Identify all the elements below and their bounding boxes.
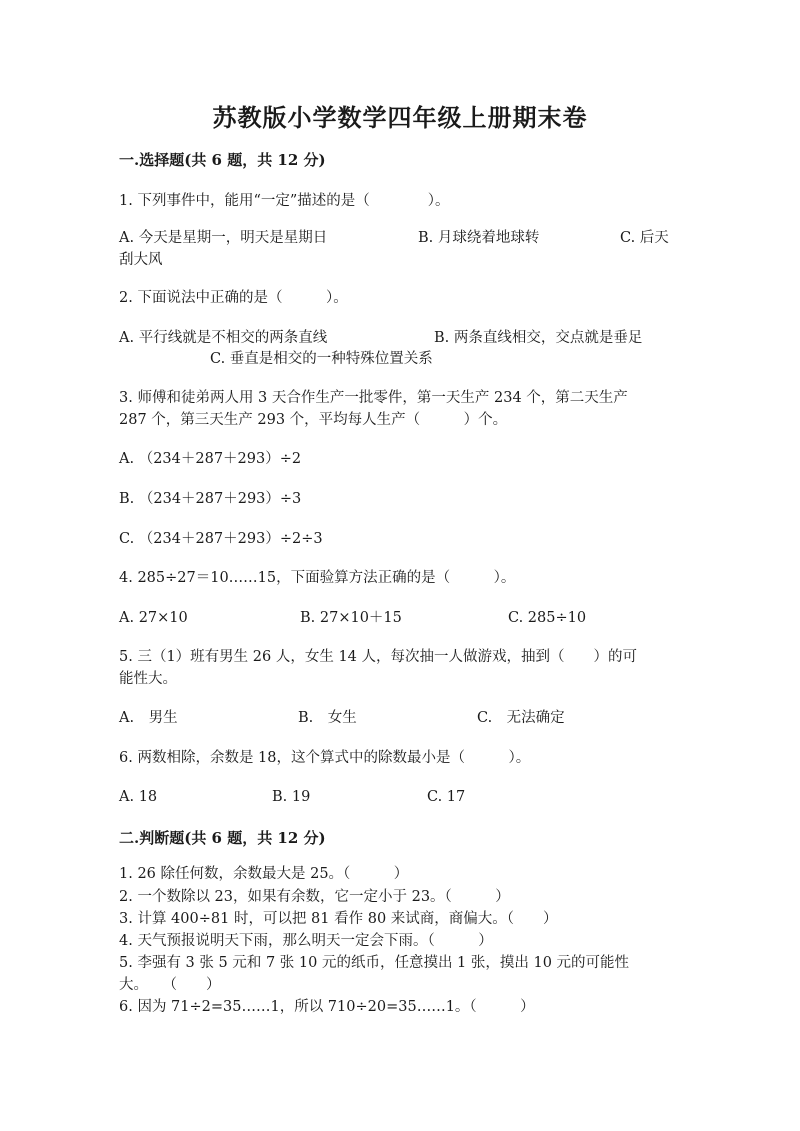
question-3-option-c: C. （234＋287＋293）÷2÷3	[119, 531, 323, 547]
question-2-option-c: C. 垂直是相交的一种特殊位置关系	[210, 351, 433, 367]
question-1-option-b: B. 月球绕着地球转	[418, 230, 540, 246]
question-4-option-b: B. 27×10＋15	[300, 610, 402, 626]
question-3-stem-line-2: 287 个，第三天生产 293 个，平均每人生产（ ）个。	[119, 412, 508, 428]
question-1-option-a: A. 今天是星期一，明天是星期日	[119, 230, 328, 246]
question-3-option-a: A. （234＋287＋293）÷2	[119, 451, 302, 467]
question-5-option-b: B. 女生	[298, 710, 357, 726]
section-heading-multiple-choice: 一.选择题(共 6 题，共 12 分)	[119, 151, 326, 169]
question-2-stem: 2. 下面说法中正确的是（ ）。	[119, 290, 348, 306]
question-2-option-b: B. 两条直线相交，交点就是垂足	[434, 330, 643, 346]
question-5-stem-line-1: 5. 三（1）班有男生 26 人，女生 14 人，每次抽一人做游戏，抽到（ ）的可	[119, 649, 638, 665]
question-6-option-a: A. 18	[119, 789, 158, 805]
question-1-option-c: C. 后天	[620, 230, 669, 246]
judgment-item-3: 3. 计算 400÷81 时，可以把 81 看作 80 来试商，商偏大。（ ）	[119, 911, 558, 927]
question-6-option-b: B. 19	[272, 789, 311, 805]
question-5-option-c: C. 无法确定	[477, 710, 565, 726]
question-6-stem: 6. 两数相除，余数是 18，这个算式中的除数最小是（ ）。	[119, 750, 531, 766]
question-6-option-c: C. 17	[427, 789, 466, 805]
question-1-option-c-continued: 刮大风	[119, 252, 163, 268]
question-4-option-a: A. 27×10	[119, 610, 188, 626]
question-3-stem-line-1: 3. 师傅和徒弟两人用 3 天合作生产一批零件，第一天生产 234 个，第二天生产	[119, 390, 628, 406]
judgment-item-4: 4. 天气预报说明天下雨，那么明天一定会下雨。（ ）	[119, 933, 493, 949]
judgment-item-1: 1. 26 除任何数，余数最大是 25。（ ）	[119, 866, 409, 882]
judgment-item-5-line-1: 5. 李强有 3 张 5 元和 7 张 10 元的纸币，任意摸出 1 张，摸出 10 元的可能性	[119, 955, 630, 971]
judgment-item-5-line-2: 大。 （ ）	[119, 977, 221, 993]
section-heading-true-false: 二.判断题(共 6 题，共 12 分)	[119, 829, 326, 847]
question-1-stem: 1. 下列事件中，能用“一定”描述的是（ ）。	[119, 193, 450, 209]
question-5-option-a: A. 男生	[119, 710, 178, 726]
judgment-item-2: 2. 一个数除以 23，如果有余数，它一定小于 23。（ ）	[119, 889, 510, 905]
question-4-option-c: C. 285÷10	[508, 610, 587, 626]
question-4-stem: 4. 285÷27＝10……15，下面验算方法正确的是（ ）。	[119, 570, 516, 586]
question-2-option-a: A. 平行线就是不相交的两条直线	[119, 330, 328, 346]
question-3-option-b: B. （234＋287＋293）÷3	[119, 491, 302, 507]
exam-title: 苏教版小学数学四年级上册期末卷	[212, 103, 588, 132]
judgment-item-6: 6. 因为 71÷2=35……1，所以 710÷20=35……1。（ ）	[119, 999, 535, 1015]
question-5-stem-line-2: 能性大。	[119, 671, 177, 687]
